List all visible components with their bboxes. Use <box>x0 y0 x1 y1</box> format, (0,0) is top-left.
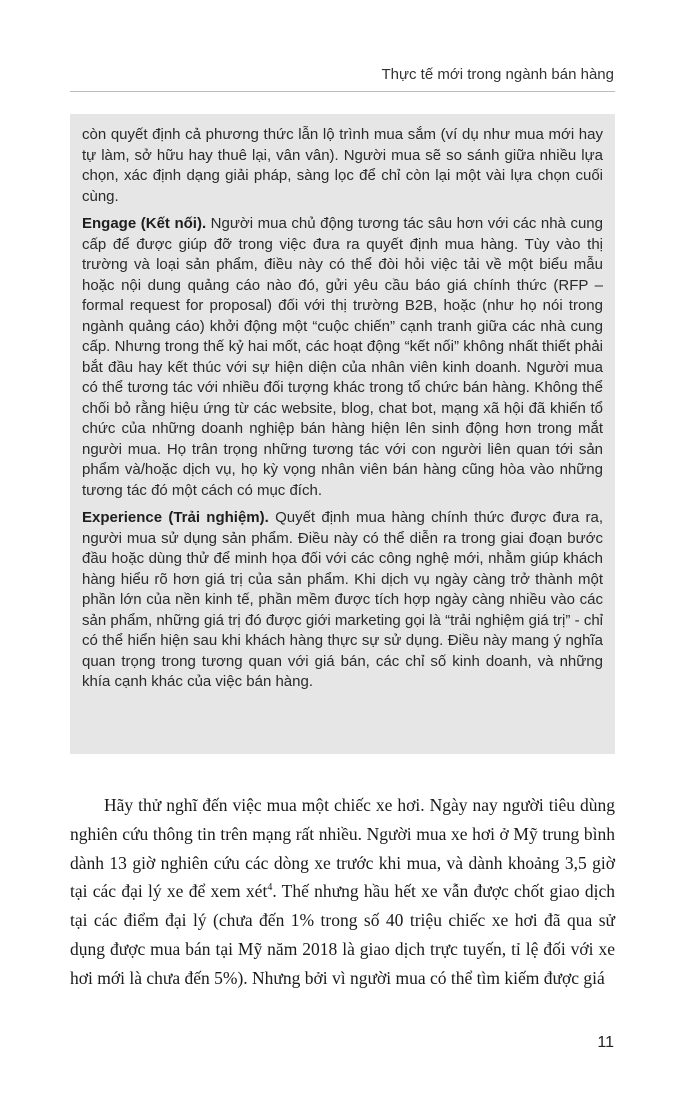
footnote-reference[interactable]: 4 <box>267 882 273 894</box>
header-divider <box>70 91 615 92</box>
body-text <box>70 791 615 993</box>
sidebar-paragraph-engage <box>82 214 603 501</box>
running-header: Thực tế mới trong ngành bán hàng <box>381 66 614 83</box>
page-number: 11 <box>597 1034 614 1051</box>
experience-description: Quyết định mua hàng chính thức được đưa ra, người mua sử dụng sản phẩm. Điều này có thể diễn ra trong giai đoạn bước đầu hoặc dùng thử để minh họa đối với các công nghệ mới, nhằm giúp khách hàng hiểu rõ hơn giá trị của sản phẩm. Khi dịch vụ ngày càng trở thành một phần lớn của nền kinh tế, phần mềm được tích hợp ngày càng nhiều vào các sản phẩm, những giá trị đó được giới marketing gọi là “trải nghiệm giá trị” - chỉ có thể hiển hiện sau khi khách hàng thực sự sử dụng. Điều này mang ý nghĩa quan trọng trong tương quan với giá bán, các chỉ số kinh doanh, và những khía cạnh khác của việc bán hàng. <box>82 509 603 690</box>
body-text-part-2: . Thế nhưng hầu hết xe vẫn được chốt giao dịch tại các điểm đại lý (chưa đến 1% trong số 40 triệu chiếc xe hơi đã qua sử dụng được mua bán tại Mỹ năm 2018 là giao dịch trực tuyến, tỉ lệ đối với xe hơi mới là chưa đến 5%). Nhưng bởi vì người mua có thể tìm kiếm được giá <box>70 881 615 988</box>
sidebar-paragraph-intro: còn quyết định cả phương thức lẫn lộ trình mua sắm (ví dụ như mua mới hay tự làm, sở hữu hay thuê lại, vân vân). Người mua sẽ so sánh giữa nhiều lựa chọn, xác định dạng giải pháp, sàng lọc để chỉ còn lại một vài lựa chọn cuối cùng. <box>82 126 603 205</box>
sidebar-paragraph-experience <box>82 508 603 693</box>
experience-term: Experience (Trải nghiệm). <box>82 509 269 526</box>
engage-description: Người mua chủ động tương tác sâu hơn với các nhà cung cấp để được giúp đỡ trong việc đưa ra quyết định mua hàng. Tùy vào thị trường và loại sản phẩm, điều này có thể đòi hỏi việc tải về một biểu mẫu hoặc nội dung quảng cáo nào đó, gửi yêu cầu báo giá chính thức (RFP – formal request for proposal) đối với thị trường B2B, hoặc (như họ nói trong ngành quảng cáo) khởi động một “cuộc chiến” cạnh tranh giữa các nhà cung cấp. Nhưng trong thế kỷ hai mốt, các hoạt động “kết nối” không nhất thiết phải bắt đầu hay kết thúc với sự hiện diện của nhân viên kinh doanh. Người mua có thể tương tác với nhiều đối tượng khác trong tổ chức bán hàng. Không thể chối bỏ rằng hiệu ứng từ các website, blog, chat bot, mạng xã hội đã khiến tổ chức của những doanh nghiệp bán hàng hiện lên sinh động hơn trong mắt người mua. Họ trân trọng những tương tác với con người liên quan tới sản phẩm và/hoặc dịch vụ, họ kỳ vọng nhân viên bán hàng cũng hòa vào những tương tác đó một cách có mục đích. <box>82 215 603 499</box>
sidebar-box <box>70 114 615 754</box>
body-paragraph <box>70 791 615 993</box>
engage-term: Engage (Kết nối). <box>82 215 207 232</box>
body-text-part-1: Hãy thử nghĩ đến việc mua một chiếc xe hơi. Ngày nay người tiêu dùng nghiên cứu thông tin trên mạng rất nhiều. Người mua xe hơi ở Mỹ trung bình dành 13 giờ nghiên cứu các dòng xe trước khi mua, và dành khoảng 3,5 giờ tại các đại lý xe để xem xét <box>70 795 615 902</box>
